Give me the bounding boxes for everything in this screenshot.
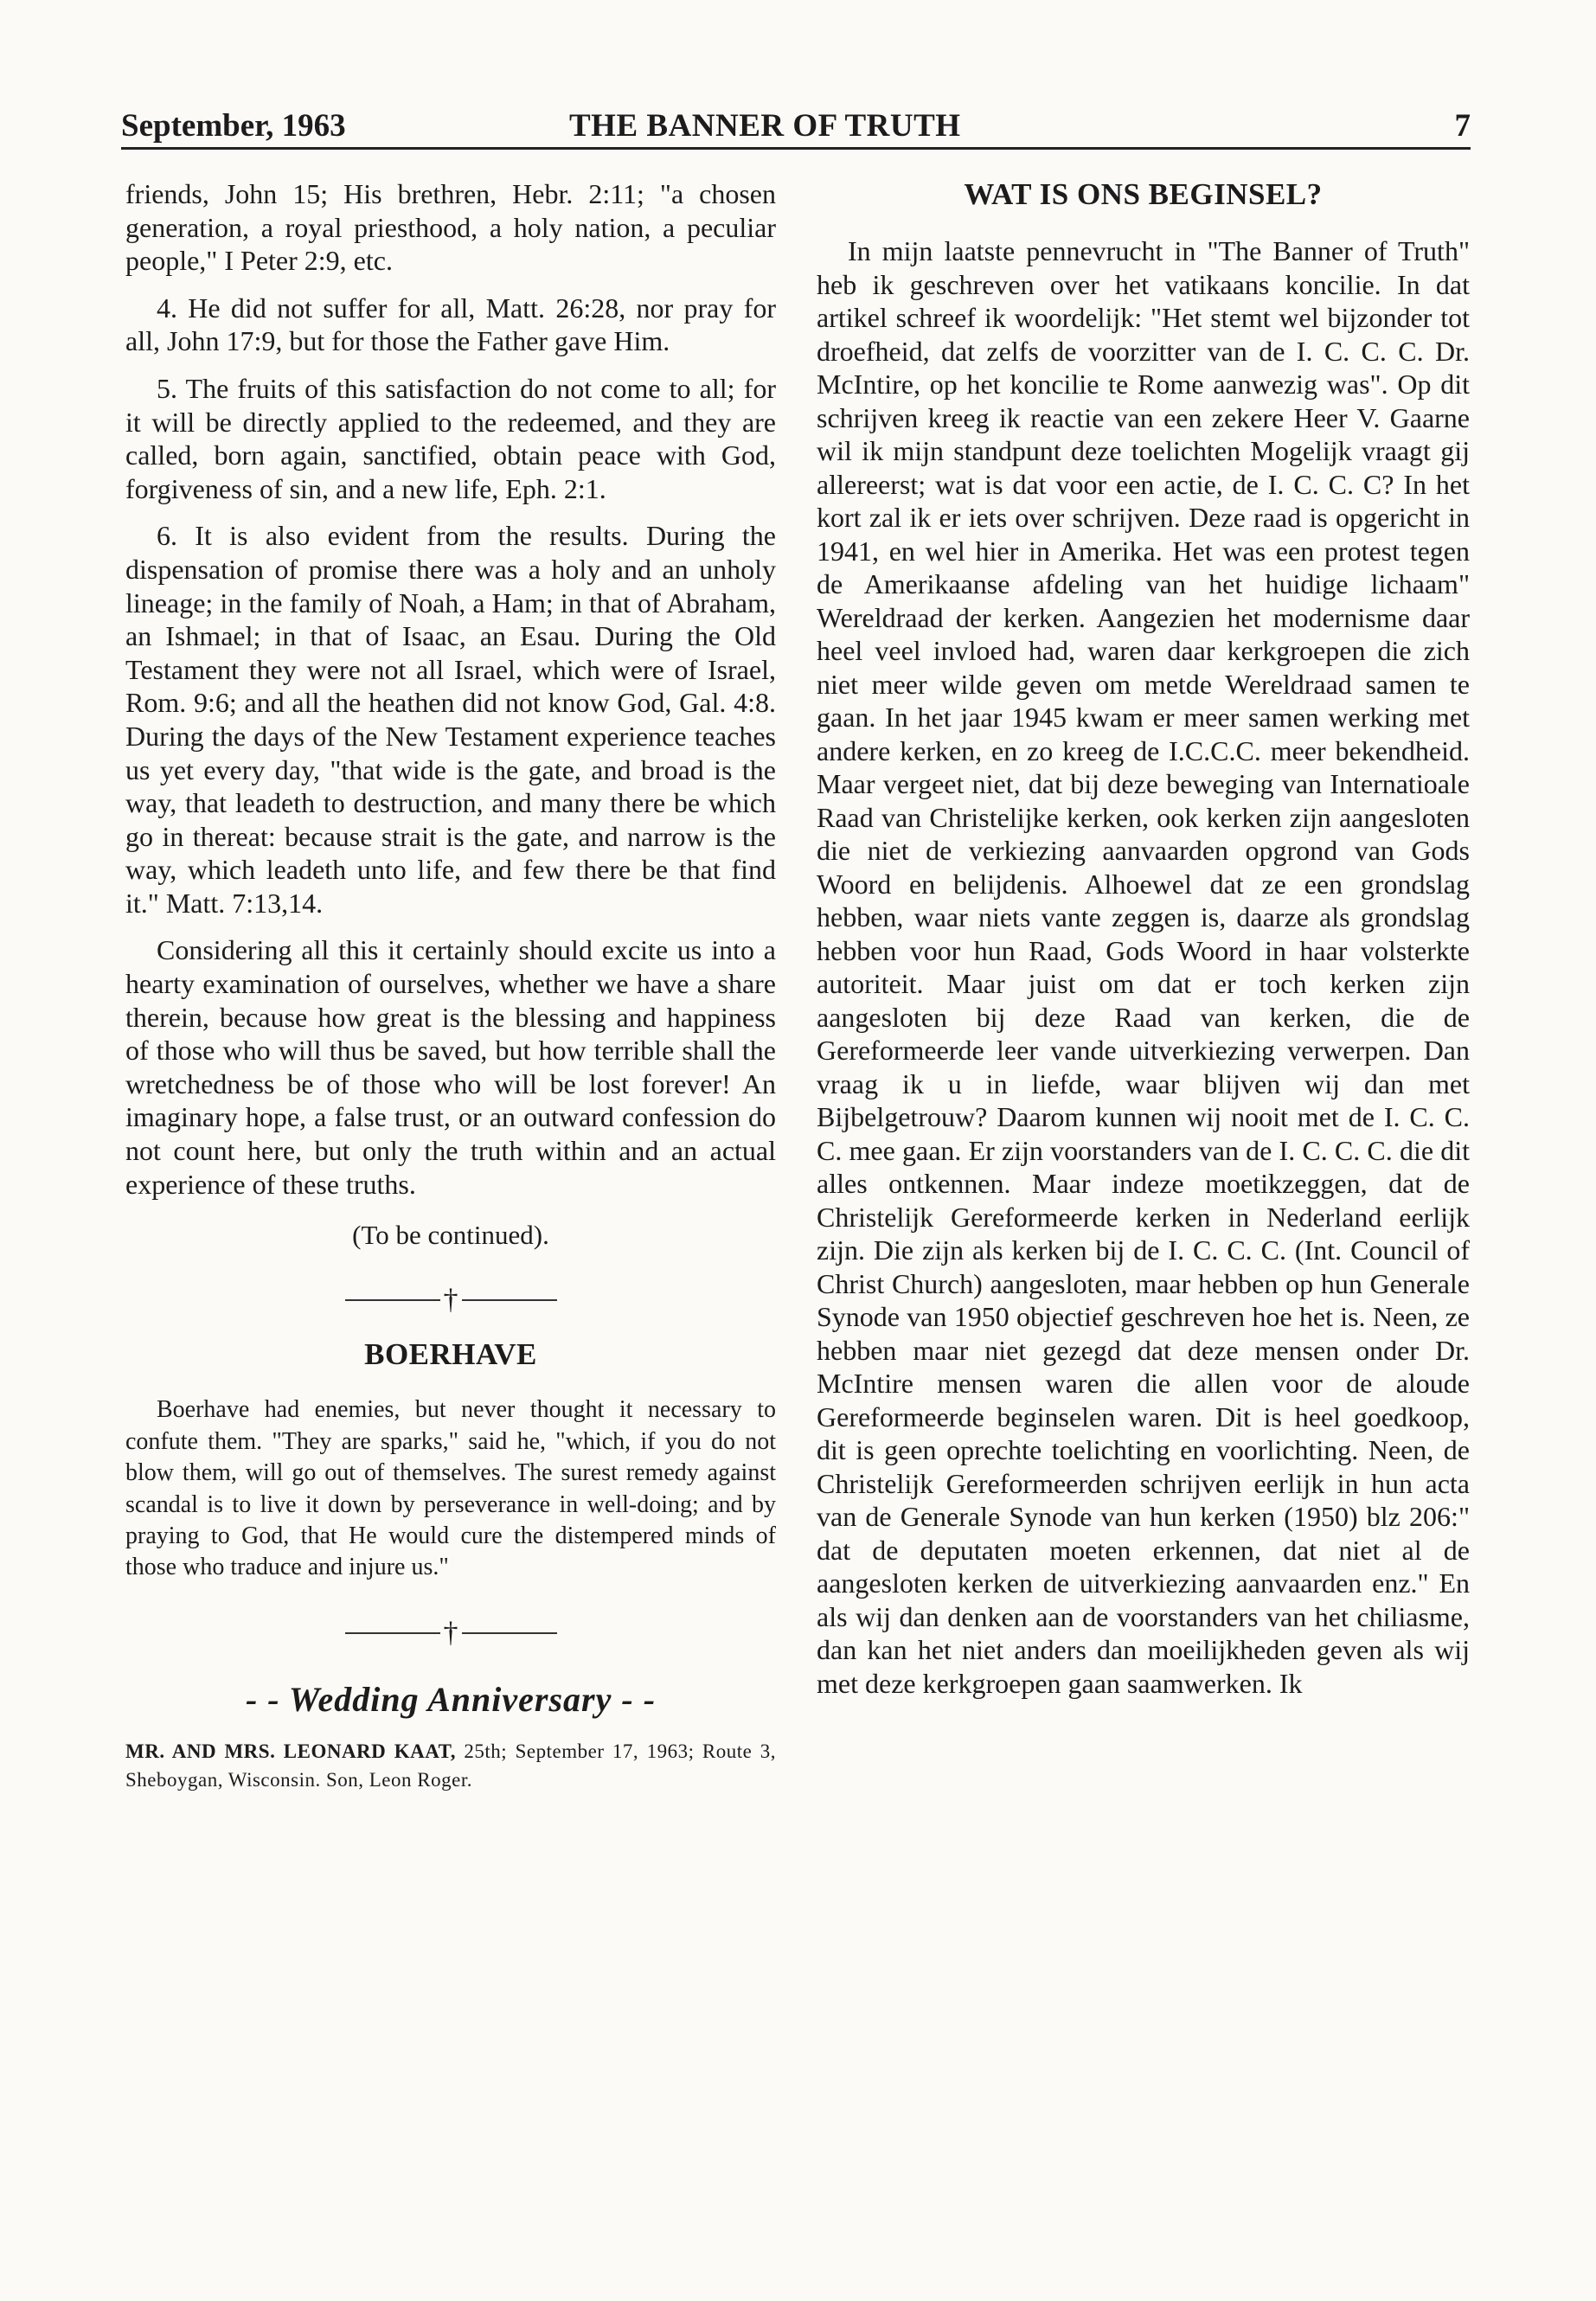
paragraph: In mijn laatste pennevrucht in "The Banner of Truth" heb ik geschreven over het vatikaans koncilie. In dat artikel schreef ik woordelijk: "Het stemt wel bijzonder tot droefheid, dat zelfs de voorzitter van de I. C. C. C. Dr. McIntire, op het koncilie te Rome aanwezig was". Op dit schrijven kreeg ik reactie van een zekere Heer V. Gaarne wil ik mijn standpunt deze toelichten Mogelijk vraagt gij allereerst; wat is dat voor een actie, de I. C. C. C? In het kort zal ik er iets over schrijven. Deze raad is opgericht in 1941, en wel hier in Amerika. Het was een protest tegen de Amerikaanse afdeling van het huidige lichaam" Wereldraad der kerken. Aangezien het modernisme daar heel veel invloed had, waren daar kerkgroepen die zich niet meer wilde geven om metde Wereldraad samen te gaan. In het jaar 1945 kwam er meer samen werking met andere kerken, en zo kreeg de I.C.C.C. meer bekendheid. Maar vergeet niet, dat bij deze beweging van Internatioale Raad van Christelijke kerken, ook kerken zijn aangesloten die niet de verkiezing aanvaarden opgrond van Gods Woord en belijdenis. Alhoewel dat ze een grondslag hebben, waar niets vante zeggen is, daarze als grondslag hebben voor hun Raad, Gods Woord in haar volsterkte autoriteit. Maar juist om dat er toch kerken zijn aangesloten bij deze Raad van kerken, die de Gereformeerde leer vande uitverkiezing verwerpen. Dan vraag ik u in liefde, waar blijven wij dan met Bijbelgetrouw? Daarom kunnen wij nooit met de I. C. C. C. mee gaan. Er zijn voorstanders van de I. C. C. C. die dit alles ontkennen. Maar indeze moetikzeggen, dat de Christelijk Gereformeerde kerken in Nederland eerlijk zijn. Die zijn als kerken bij de I. C. C. C. (Int. Council of Christ Church) aangesloten, maar hebben op hun Generale Synode van 1950 objectief geschreven hoe het is. Neen, ze hebben maar niet gezegd dat deze mensen onder Dr. McIntire mensen waren die allen voor de aloude Gereformeerde beginselen waren. Dit is heel goedkoop, dit is geen oprechte toelichting en voorlichting. Neen, de Christelijk Gereformeerden schrijven eerlijk in hun acta van de Generale Synode van hun kerken (1950) blz 206:" dat de deputaten moeten erkennen, dat niet al de aangesloten kerken de uitverkiezing aanvaarden enz." En als wij dan denken aan de voorstanders van het chiliasme, dan kan het niet anders dan moeilijkheden geven als wij met deze kerkgroepen gaan saamwerken. Ik <box>817 235 1470 1699</box>
article-title: WAT IS ONS BEGINSEL? <box>964 177 1323 211</box>
wedding-anniversary-title: - - Wedding Anniversary - - <box>245 1680 657 1720</box>
section-divider <box>125 1282 776 1317</box>
left-article-body <box>125 177 776 1201</box>
dagger-icon: † <box>443 1617 458 1650</box>
anniversary-details: 25th; September 17, 1963; Route 3, Sheboygan, Wisconsin. Son, Leon Roger. <box>125 1740 777 1791</box>
left-column <box>125 177 776 1794</box>
anniversary-names: MR. AND MRS. LEONARD KAAT, <box>125 1740 456 1763</box>
paragraph: 5. The fruits of this satisfaction do not come to all; for it will be directly applied to the redeemed, and they are called, born again, sanctified, obtain peace with God, forgiveness of sin, and a new life, Eph. 2:1. <box>125 372 776 504</box>
page-number: 7 <box>1454 108 1471 144</box>
paragraph: friends, John 15; His brethren, Hebr. 2:11; "a chosen generation, a royal priesthood, a holy nation, a peculiar people," I Peter 2:9, etc. <box>125 178 776 277</box>
continued-note: (To be continued). <box>352 1220 549 1251</box>
boerhave-title: BOERHAVE <box>364 1337 537 1372</box>
boerhave-paragraph: Boerhave had enemies, but never thought it necessary to confute them. "They are sparks," said he, "which, if you do not blow them, will go out of themselves. The surest remedy against scandal is to live it down by perseverance in well-doing; and by praying to God, that He would cure the distempered minds of those who traduce and injure us." <box>125 1396 776 1581</box>
right-column <box>817 177 1470 1700</box>
right-article-body <box>817 234 1470 1700</box>
dagger-icon: † <box>443 1284 458 1317</box>
paragraph: 6. It is also evident from the results. During the dispensation of promise there was a holy and an unholy lineage; in the family of Noah, a Ham; in that of Abraham, an Ishmael; in that of Isaac, an Esau. During the Old Testament they were not all Israel, which were of Israel, Rom. 9:6; and all the heathen did not know God, Gal. 4:8. During the days of the New Testament experience teaches us yet every day, "that wide is the gate, and broad is the way, that leadeth to destruction, and many there be which go in thereat: because strait is the gate, and narrow is the way, which leadeth unto life, and few there be that find it." Matt. 7:13,14. <box>125 520 776 919</box>
running-header <box>121 102 1471 150</box>
section-divider <box>125 1615 776 1650</box>
header-date: September, 1963 <box>121 108 346 144</box>
wedding-anniversary-notice <box>125 1737 776 1794</box>
boerhave-body <box>125 1394 776 1583</box>
header-title: THE BANNER OF TRUTH <box>569 108 961 144</box>
divider-line <box>345 1632 440 1634</box>
paragraph: Considering all this it certainly should excite us into a hearty examination of ourselves, whether we have a share therein, because how great is the blessing and happiness of those who will thus be saved, but how terrible shall the wretchedness be of those who will be lost forever! An imaginary hope, a false trust, or an outward confession do not count here, but only the truth within and an actual experience of these truths. <box>125 934 776 1200</box>
paragraph: 4. He did not suffer for all, Matt. 26:28, nor pray for all, John 17:9, but for those the Father gave Him. <box>125 292 776 357</box>
divider-line <box>462 1299 557 1301</box>
divider-line <box>345 1299 440 1301</box>
divider-line <box>462 1632 557 1634</box>
